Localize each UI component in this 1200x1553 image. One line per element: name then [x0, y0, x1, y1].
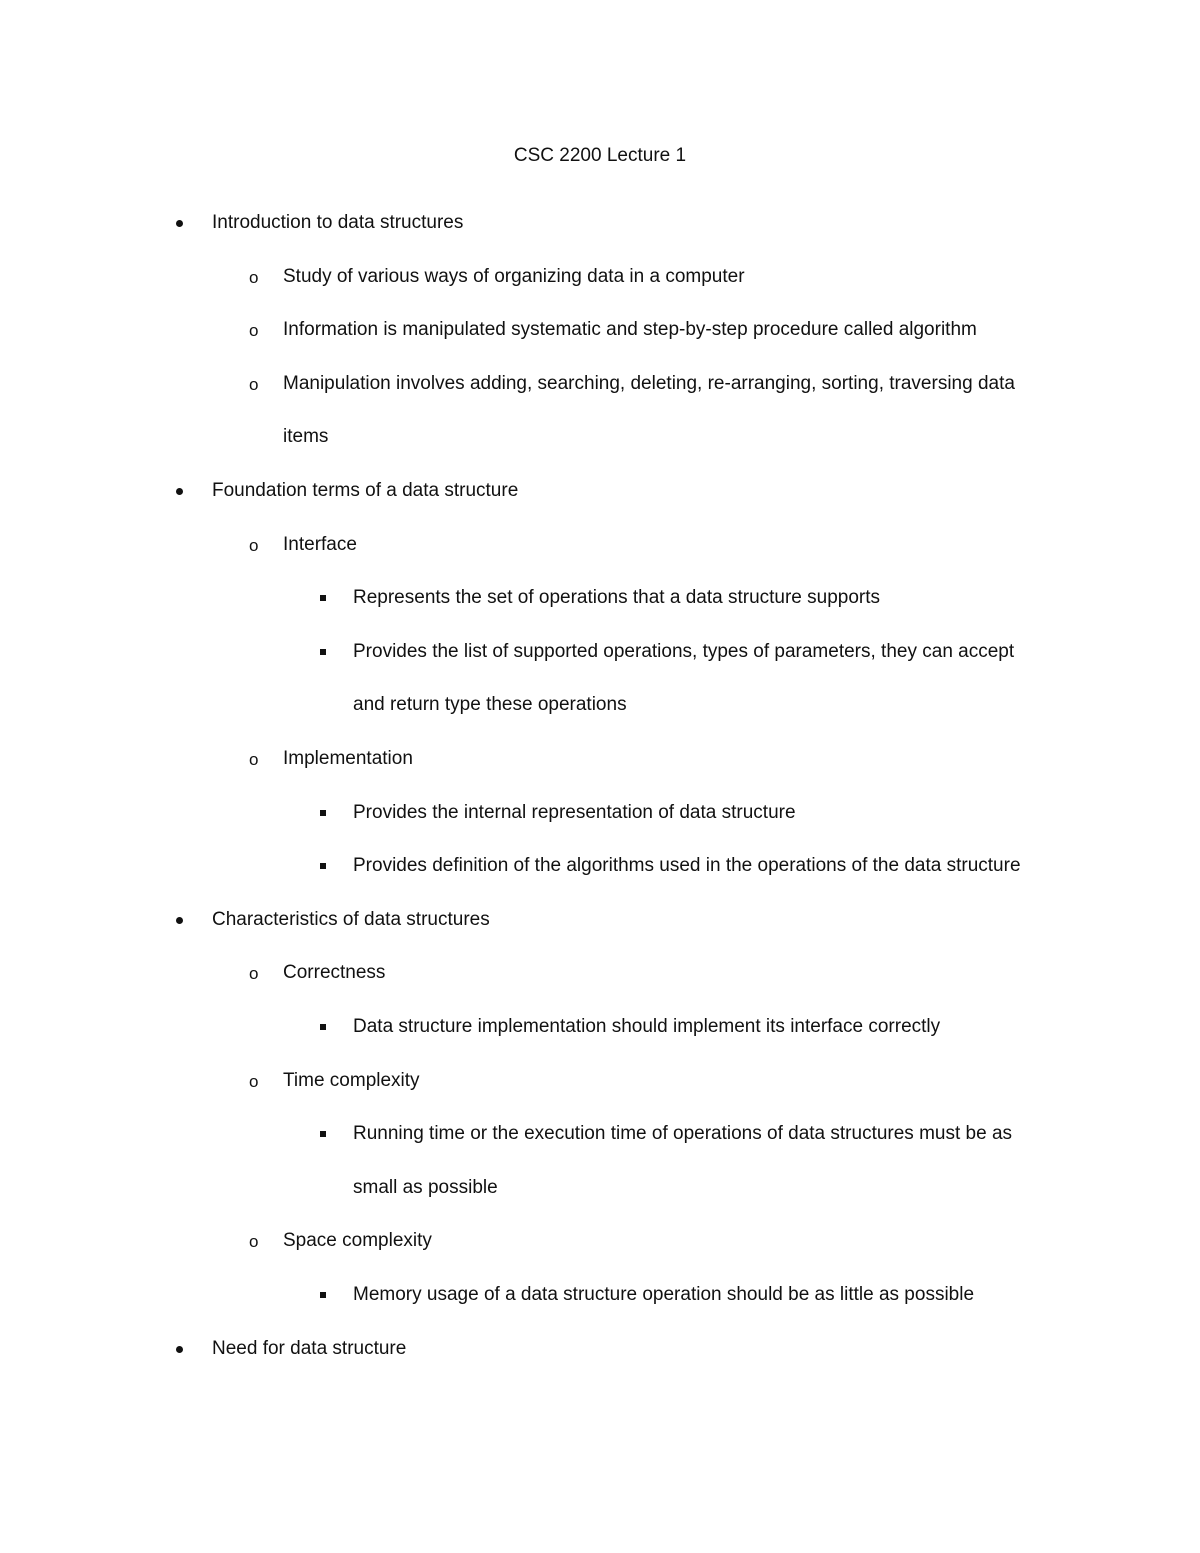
- bullet-circle-icon: o: [249, 321, 259, 340]
- outline-item-level-3: Provides the internal representation of data structure: [353, 802, 796, 823]
- outline-item-level-3: Provides the list of supported operations, types of parameters, they can accept: [353, 641, 1015, 662]
- outline-item-level-2: Implementation: [283, 748, 413, 769]
- outline-item-level-2: Correctness: [283, 962, 386, 983]
- bullet-square-icon: [320, 863, 326, 869]
- outline-item-level-2: items: [283, 426, 329, 447]
- bullet-dot-icon: [176, 917, 183, 924]
- outline-item-level-3: Data structure implementation should implement its interface correctly: [353, 1016, 941, 1037]
- bullet-square-icon: [320, 649, 326, 655]
- bullet-dot-icon: [176, 220, 183, 227]
- bullet-circle-icon: o: [249, 1232, 259, 1251]
- outline-item-level-2: Time complexity: [283, 1070, 420, 1091]
- outline-item-level-1: Need for data structure: [212, 1338, 407, 1359]
- bullet-circle-icon: o: [249, 964, 259, 983]
- outline-item-level-3: and return type these operations: [353, 694, 627, 715]
- outline-item-level-3: small as possible: [353, 1177, 498, 1198]
- outline-item-level-2: Manipulation involves adding, searching, deleting, re-arranging, sorting, traversing data: [283, 373, 1015, 394]
- bullet-circle-icon: o: [249, 750, 259, 769]
- outline-item-level-1: Introduction to data structures: [212, 212, 464, 233]
- bullet-square-icon: [320, 810, 326, 816]
- bullet-dot-icon: [176, 488, 183, 495]
- outline-item-level-2: Space complexity: [283, 1230, 432, 1251]
- outline-item-level-1: Foundation terms of a data structure: [212, 480, 519, 501]
- outline-item-level-3: Memory usage of a data structure operation should be as little as possible: [353, 1284, 975, 1305]
- bullet-square-icon: [320, 1131, 326, 1137]
- outline-item-level-3: Represents the set of operations that a data structure supports: [353, 587, 881, 608]
- outline-item-level-2: Information is manipulated systematic and step-by-step procedure called algorithm: [283, 319, 977, 340]
- outline-item-level-2: Interface: [283, 534, 357, 555]
- bullet-square-icon: [320, 1024, 326, 1030]
- outline-item-level-1: Characteristics of data structures: [212, 909, 490, 930]
- outline-item-level-3: Running time or the execution time of operations of data structures must be as: [353, 1123, 1013, 1144]
- bullet-circle-icon: o: [249, 536, 259, 555]
- bullet-circle-icon: o: [249, 268, 259, 287]
- outline-item-level-2: Study of various ways of organizing data in a computer: [283, 266, 745, 287]
- outline-item-level-3: Provides definition of the algorithms used in the operations of the data structure: [353, 855, 1021, 876]
- bullet-circle-icon: o: [249, 1072, 259, 1091]
- document-title: CSC 2200 Lecture 1: [513, 145, 687, 166]
- bullet-square-icon: [320, 1292, 326, 1298]
- bullet-dot-icon: [176, 1346, 183, 1353]
- bullet-square-icon: [320, 595, 326, 601]
- bullet-circle-icon: o: [249, 375, 259, 394]
